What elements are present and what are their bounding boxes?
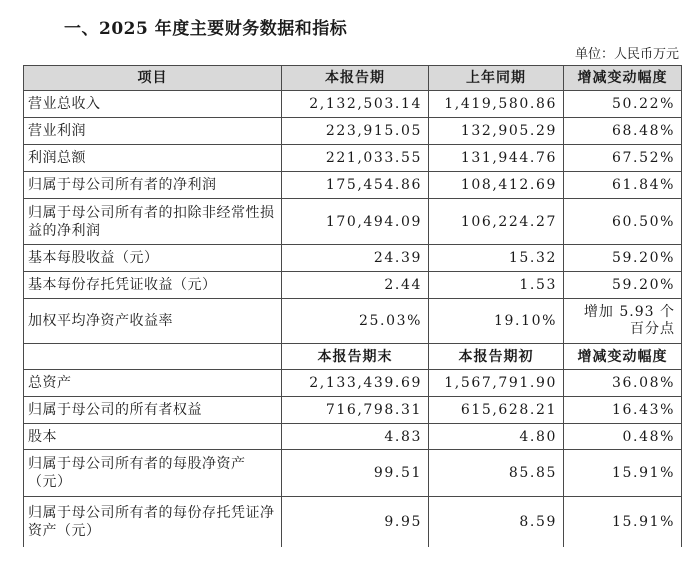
row-current: 2.44 — [282, 272, 429, 299]
unit-label: 单位：人民币万元 — [574, 47, 679, 62]
row-current: 99.51 — [282, 450, 429, 497]
row-name: 加权平均净资产收益率 — [24, 299, 282, 344]
row-prior: 85.85 — [429, 450, 564, 497]
subheader-prior: 本报告期初 — [429, 344, 564, 370]
table-row — [24, 245, 682, 272]
row-change: 59.20% — [564, 245, 682, 272]
row-current: 223,915.05 — [282, 118, 429, 145]
row-change: 59.20% — [564, 272, 682, 299]
header-current: 本报告期 — [282, 66, 429, 91]
table-row — [24, 370, 682, 397]
row-change: 15.91% — [564, 450, 682, 497]
financial-table — [23, 65, 682, 547]
row-change: 50.22% — [564, 91, 682, 118]
row-prior: 615,628.21 — [429, 397, 564, 424]
row-name: 利润总额 — [24, 145, 282, 172]
row-name: 营业总收入 — [24, 91, 282, 118]
row-name: 营业利润 — [24, 118, 282, 145]
row-change: 15.91% — [564, 497, 682, 547]
table-row — [24, 497, 682, 547]
table-row — [24, 145, 682, 172]
row-prior: 19.10% — [429, 299, 564, 344]
row-name: 股本 — [24, 424, 282, 450]
row-prior: 15.32 — [429, 245, 564, 272]
row-name: 归属于母公司所有者的扣除非经常性损益的净利润 — [24, 199, 282, 245]
row-change: 0.48% — [564, 424, 682, 450]
table-subheader-row — [24, 344, 682, 370]
row-name: 归属于母公司所有者的净利润 — [24, 172, 282, 199]
table-header-row — [24, 66, 682, 91]
subheader-item — [24, 344, 282, 370]
row-prior: 1,567,791.90 — [429, 370, 564, 397]
row-prior: 108,412.69 — [429, 172, 564, 199]
row-current: 9.95 — [282, 497, 429, 547]
row-current: 4.83 — [282, 424, 429, 450]
row-name: 归属于母公司所有者的每股净资产（元） — [24, 450, 282, 497]
table-row — [24, 397, 682, 424]
subheader-change: 增减变动幅度 — [564, 344, 682, 370]
row-name: 基本每股收益（元） — [24, 245, 282, 272]
subheader-current: 本报告期末 — [282, 344, 429, 370]
row-change: 16.43% — [564, 397, 682, 424]
row-prior: 1,419,580.86 — [429, 91, 564, 118]
section-title: 一、2025 年度主要财务数据和指标 — [64, 19, 348, 39]
row-name: 归属于母公司所有者的每份存托凭证净资产（元） — [24, 497, 282, 547]
row-prior: 4.80 — [429, 424, 564, 450]
row-name: 归属于母公司的所有者权益 — [24, 397, 282, 424]
row-prior: 106,224.27 — [429, 199, 564, 245]
row-current: 716,798.31 — [282, 397, 429, 424]
table-row — [24, 199, 682, 245]
row-name: 基本每份存托凭证收益（元） — [24, 272, 282, 299]
row-current: 175,454.86 — [282, 172, 429, 199]
table-row — [24, 424, 682, 450]
row-prior: 8.59 — [429, 497, 564, 547]
row-current: 25.03% — [282, 299, 429, 344]
header-change: 增减变动幅度 — [564, 66, 682, 91]
row-prior: 131,944.76 — [429, 145, 564, 172]
table-row — [24, 91, 682, 118]
table-row — [24, 450, 682, 497]
row-current: 221,033.55 — [282, 145, 429, 172]
row-prior: 132,905.29 — [429, 118, 564, 145]
row-current: 24.39 — [282, 245, 429, 272]
row-change: 67.52% — [564, 145, 682, 172]
row-change: 61.84% — [564, 172, 682, 199]
row-change: 68.48% — [564, 118, 682, 145]
header-item: 项目 — [24, 66, 282, 91]
row-name: 总资产 — [24, 370, 282, 397]
table-row — [24, 118, 682, 145]
row-current: 170,494.09 — [282, 199, 429, 245]
row-prior: 1.53 — [429, 272, 564, 299]
table-row — [24, 172, 682, 199]
row-current: 2,133,439.69 — [282, 370, 429, 397]
header-prior: 上年同期 — [429, 66, 564, 91]
row-change: 36.08% — [564, 370, 682, 397]
table-row — [24, 299, 682, 344]
row-change: 增加 5.93 个百分点 — [564, 299, 682, 344]
row-current: 2,132,503.14 — [282, 91, 429, 118]
table-row — [24, 272, 682, 299]
row-change: 60.50% — [564, 199, 682, 245]
